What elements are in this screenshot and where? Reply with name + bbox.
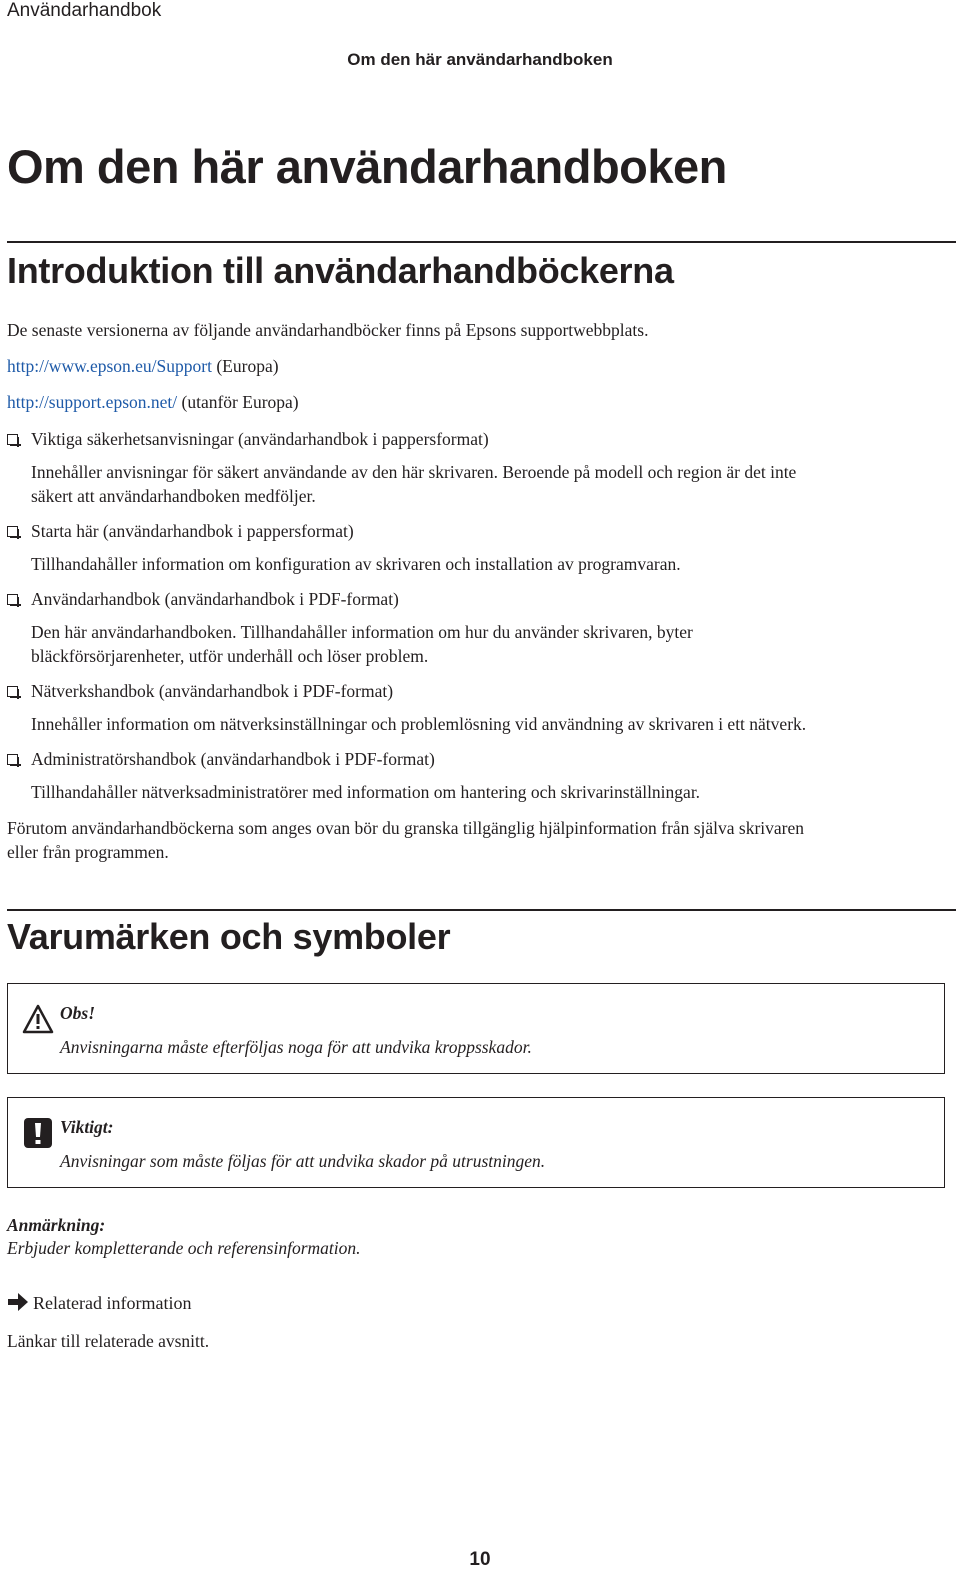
list-item-desc: bläckförsörjarenheter, utför underhåll och löser problem. bbox=[31, 646, 429, 666]
page-number: 10 bbox=[469, 1549, 491, 1570]
checkbox-bullet-icon bbox=[7, 526, 18, 537]
section-rule bbox=[7, 241, 956, 243]
list-item-title: Administratörshandbok (användarhandbok i PDF-format) bbox=[31, 749, 435, 769]
list-item-desc: Den här användarhandboken. Tillhandahåller information om hur du använder skrivaren, byter bbox=[31, 622, 693, 642]
checkbox-bullet-icon bbox=[7, 594, 18, 605]
link-epson-net[interactable]: http://support.epson.net/ bbox=[7, 392, 178, 412]
list-item-desc: Innehåller anvisningar för säkert användande av den här skrivaren. Beroende på modell och region är det inte bbox=[31, 462, 797, 482]
link-row bbox=[7, 354, 952, 379]
section-header: Om den här användarhandboken bbox=[347, 50, 613, 69]
intro-lead: De senaste versionerna av följande användarhandböcker finns på Epsons supportwebbplats. bbox=[7, 320, 649, 340]
exclamation-icon bbox=[23, 1117, 53, 1149]
related-body: Länkar till relaterade avsnitt. bbox=[7, 1331, 210, 1351]
important-body: Anvisningar som måste följas för att undvika skador på utrustningen. bbox=[60, 1151, 546, 1171]
link-suffix: (Europa) bbox=[211, 356, 279, 376]
list-item-desc: Tillhandahåller nätverksadministratörer med information om hantering och skrivarinställningar. bbox=[31, 782, 701, 802]
link-suffix: (utanför Europa) bbox=[177, 392, 299, 412]
closing-paragraph: Förutom användarhandböckerna som anges ovan bör du granska tillgänglig hjälpinformation från själva skrivaren bbox=[7, 818, 805, 838]
list-item-title: Viktiga säkerhetsanvisningar (användarhandbok i pappersformat) bbox=[31, 429, 489, 449]
link-epson-eu[interactable]: http://www.epson.eu/Support bbox=[7, 356, 212, 376]
section-heading-trademarks: Varumärken och symboler bbox=[7, 916, 451, 957]
section-heading-intro: Introduktion till användarhandböckerna bbox=[7, 250, 674, 291]
important-title: Viktigt: bbox=[60, 1117, 114, 1137]
closing-paragraph: eller från programmen. bbox=[7, 842, 169, 862]
page-title: Om den här användarhandboken bbox=[7, 140, 727, 193]
arrow-right-icon bbox=[7, 1292, 29, 1312]
list-item-desc: säkert att användarhandboken medföljer. bbox=[31, 486, 316, 506]
important-box bbox=[7, 1097, 945, 1188]
checkbox-bullet-icon bbox=[7, 754, 18, 765]
link-row bbox=[7, 390, 952, 415]
checkbox-bullet-icon bbox=[7, 434, 18, 445]
note-body: Erbjuder kompletterande och referensinformation. bbox=[7, 1238, 361, 1258]
caution-box bbox=[7, 983, 945, 1074]
checkbox-bullet-icon bbox=[7, 686, 18, 697]
caution-body: Anvisningarna måste efterföljas noga för att undvika kroppsskador. bbox=[60, 1037, 532, 1057]
warning-triangle-icon bbox=[22, 1004, 54, 1034]
note-title: Anmärkning: bbox=[7, 1215, 106, 1235]
list-item-desc: Tillhandahåller information om konfiguration av skrivaren och installation av programvaran. bbox=[31, 554, 681, 574]
list-item-title: Starta här (användarhandbok i pappersformat) bbox=[31, 521, 354, 541]
running-header: Användarhandbok bbox=[7, 0, 162, 21]
related-title: Relaterad information bbox=[33, 1293, 192, 1313]
list-item-title: Användarhandbok (användarhandbok i PDF-format) bbox=[31, 589, 399, 609]
list-item-desc: Innehåller information om nätverksinställningar och problemlösning vid användning av skrivaren i ett nätverk. bbox=[31, 714, 807, 734]
list-item-title: Nätverkshandbok (användarhandbok i PDF-format) bbox=[31, 681, 394, 701]
caution-title: Obs! bbox=[60, 1003, 96, 1023]
section-rule bbox=[7, 909, 956, 911]
related-information bbox=[7, 1290, 191, 1316]
